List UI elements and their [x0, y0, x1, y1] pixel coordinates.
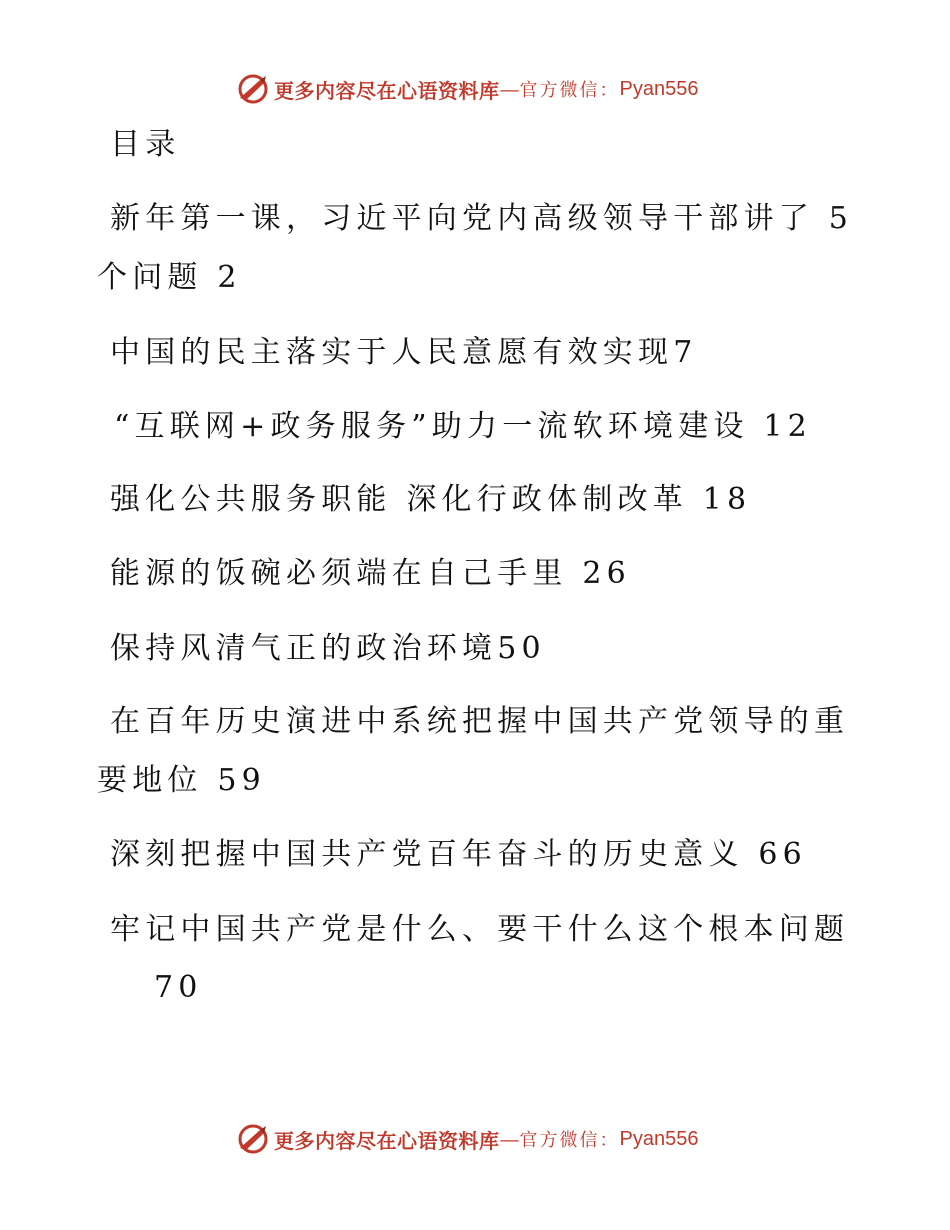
toc-line: 牢记中国共产党是什么、要干什么这个根本问题 — [110, 912, 850, 947]
watermark-separator: — — [499, 1127, 520, 1151]
toc-line: 强化公共服务职能 深化行政体制改革 18 — [110, 482, 752, 517]
watermark-label: 官方微信： — [519, 1130, 620, 1151]
watermark-label: 官方微信： — [519, 80, 620, 101]
toc-line: 个问题 2 — [97, 260, 242, 295]
toc-title: 目录 — [110, 127, 181, 162]
watermark-id: Pyan556 — [619, 77, 699, 100]
watermark-separator: — — [499, 77, 520, 101]
toc-line: 在百年历史演进中系统把握中国共产党领导的重 — [110, 704, 850, 739]
toc-line: 70 — [154, 970, 203, 1005]
watermark-id: Pyan556 — [619, 1127, 699, 1150]
watermark-brand: 更多内容尽在心语资料库 — [274, 78, 500, 103]
pen-logo-icon — [236, 72, 270, 106]
watermark-banner-top — [236, 74, 698, 104]
watermark-banner-bottom — [236, 1124, 698, 1154]
toc-line: 保持风清气正的政治环境50 — [110, 631, 546, 666]
toc-line: 中国的民主落实于人民意愿有效实现7 — [110, 335, 698, 370]
toc-line: 能源的饭碗必须端在自己手里 26 — [110, 556, 631, 591]
toc-line: 要地位 59 — [97, 763, 266, 798]
pen-logo-icon — [236, 1122, 270, 1156]
toc-line: 深刻把握中国共产党百年奋斗的历史意义 66 — [110, 837, 807, 872]
watermark-brand: 更多内容尽在心语资料库 — [274, 1128, 500, 1153]
toc-line: 新年第一课，习近平向党内高级领导干部讲了 5 — [110, 201, 854, 236]
toc-line: “互联网+政务服务”助力一流软环境建设 12 — [114, 409, 812, 444]
